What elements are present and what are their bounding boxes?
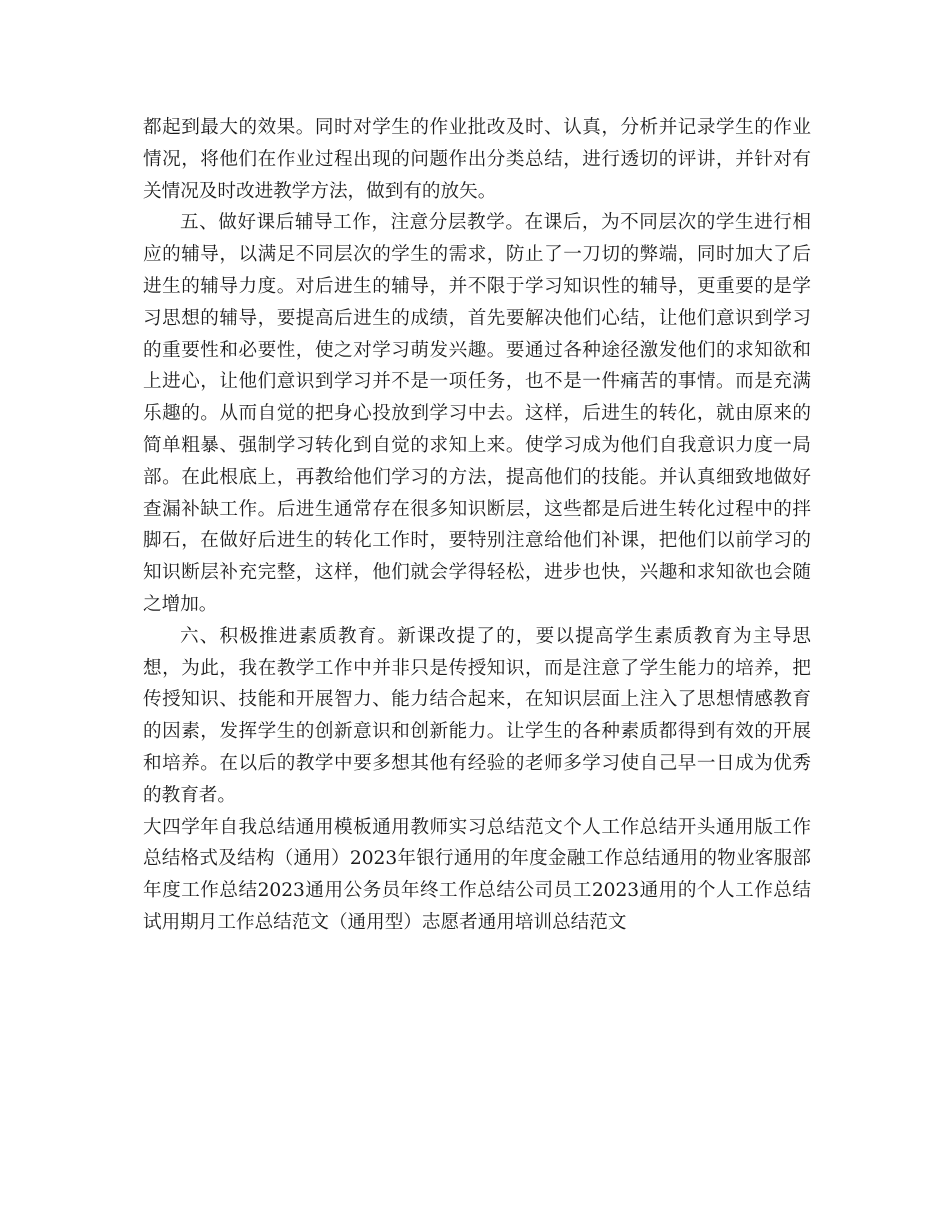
paragraph-quality-education: 六、积极推进素质教育。新课改提了的，要以提高学生素质教育为主导思想，为此，我在教学工作中并非只是传授知识，而是注意了学生能力的培养，把传授知识、技能和开展智力、能力结合起来，在知识层面上注入了思想情感教育的因素，发挥学生的创新意识和创新能力。让学生的各种素质都得到有效的开展和培养。在以后的教学中要多想其他有经验的老师多学习使自己早一日成为优秀的教育者。 bbox=[143, 625, 811, 806]
paragraph-after-class-tutoring: 五、做好课后辅导工作，注意分层教学。在课后，为不同层次的学生进行相应的辅导，以满足不同层次的学生的需求，防止了一刀切的弊端，同时加大了后进生的辅导力度。对后进生的辅导，并不限于学习知识性的辅导，更重要的是学习思想的辅导，要提高后进生的成绩，首先要解决他们心结，让他们意识到学习的重要性和必要性，使之对学习萌发兴趣。要通过各种途径激发他们的求知欲和上进心，让他们意识到学习并不是一项任务，也不是一件痛苦的事情。而是充满乐趣的。从而自觉的把身心投放到学习中去。这样，后进生的转化，就由原来的简单粗暴、强制学习转化到自觉的求知上来。使学习成为他们自我意识力度一局部。在此根底上，再教给他们学习的方法，提高他们的技能。并认真细致地做好查漏补缺工作。后进生通常存在很多知识断层，这些都是后进生转化过程中的拌脚石，在做好后进生的转化工作时，要特别注意给他们补课，把他们以前学习的知识断层补充完整，这样，他们就会学得轻松，进步也快，兴趣和求知欲也会随之增加。 bbox=[143, 212, 811, 615]
paragraph-homework-review: 都起到最大的效果。同时对学生的作业批改及时、认真，分析并记录学生的作业情况，将他们在作业过程出现的问题作出分类总结，进行透切的评讲，并针对有关情况及时改进教学方法，做到有的放矢。 bbox=[143, 117, 811, 202]
document-page bbox=[143, 112, 811, 939]
related-articles-text: 大四学年自我总结通用模板通用教师实习总结范文个人工作总结开头通用版工作总结格式及结构（通用）2023年银行通用的年度金融工作总结通用的物业客服部年度工作总结2023通用公务员年终工作总结公司员工2023通用的个人工作总结试用期月工作总结范文（通用型）志愿者通用培训总结范文 bbox=[143, 816, 811, 933]
